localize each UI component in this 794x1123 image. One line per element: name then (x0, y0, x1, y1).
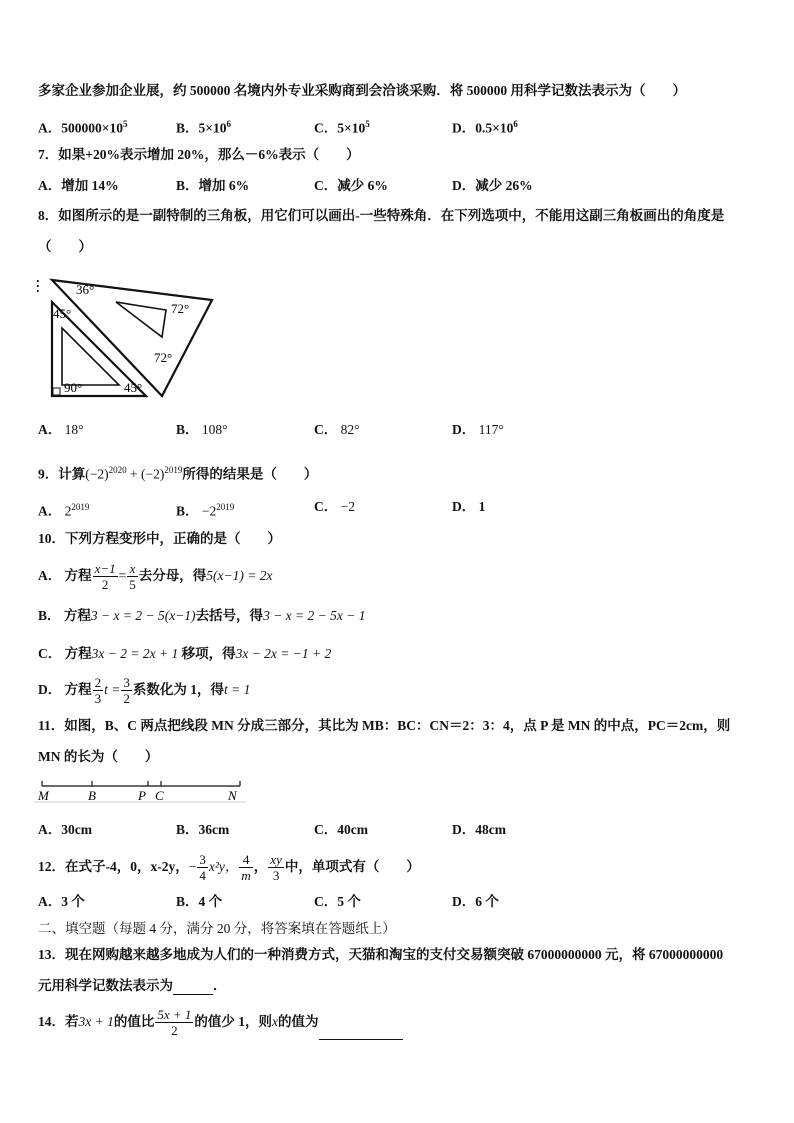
q9-option-d: D． 1 (452, 499, 486, 514)
angle-label-45-left: 45° (53, 306, 72, 321)
q8-stem-cont: （ ） (38, 239, 92, 254)
q8-stem: 8．如图所示的是一副特制的三角板，用它们可以画出-一些特殊角．在下列选项中，不能用这副三角板画出的角度是 (38, 208, 725, 223)
q9-option-b: B． $-2^{2019}$ (176, 502, 235, 519)
q11-option-b: B．36cm (176, 822, 230, 837)
q7-stem: 7．如果+20%表示增加 20%，那么－6%表示（ ） (38, 147, 360, 162)
q11-option-d: D．48cm (452, 822, 506, 837)
angle-label-45-bottom: 45° (124, 380, 143, 395)
q13-answer-blank[interactable] (173, 994, 213, 995)
q6-option-d: D．$0.5\times 10^6$ (452, 119, 518, 136)
q14-stem: 14．若3x + 1的值比 $\frac{5x + 1}{2}$ 的值少 1，则x的值为 (38, 1004, 403, 1040)
q13-line1: 13．现在网购越来越多地成为人们的一种消费方式，天猫和淘宝的支付交易额突破 67000000000 元，将 67000000000 (38, 947, 724, 962)
angle-label-72-bottom: 72° (154, 350, 173, 365)
point-label-p: P (138, 788, 146, 803)
q12-option-c: C．5 个 (314, 894, 361, 909)
point-label-b: B (88, 788, 96, 803)
q9-option-a: A． $2^{2019}$ (38, 502, 90, 519)
q8-option-c: C． 82° (314, 422, 360, 437)
q6-option-c: C．$5\times 10^5$ (314, 119, 370, 136)
q12-option-d: D．6 个 (452, 894, 499, 909)
triangle-rulers-figure (34, 272, 214, 400)
q11-stem-cont: MN 的长为（ ） (38, 749, 159, 764)
segment-mn-figure (34, 778, 246, 806)
q10-option-a: A． 方程 $\frac{x-1}{2}$ = $\frac{x}{5}$ 去分母，得5(x−1) = 2x (38, 561, 273, 593)
q6-option-a: A．$500000\times 10^5$ (38, 119, 128, 136)
q7-option-d: D．减少 26% (452, 178, 533, 193)
q12-stem: 12．在式子-4，0，x-2y，− $\frac{3}{4}$ x²y， $\frac{4}{m}$ ， $\frac{xy}{3}$ 中，单项式有（ ） (38, 852, 420, 884)
q11-option-a: A．30cm (38, 822, 92, 837)
q13-line2: 元用科学记数法表示为 ． (38, 978, 227, 993)
q10-option-d: D． 方程 $\frac{2}{3}$ t = $\frac{3}{2}$ 系数化为 1，得t = 1 (38, 675, 251, 707)
q10-stem: 10．下列方程变形中，正确的是（ ） (38, 531, 281, 546)
q14-answer-blank[interactable] (319, 1017, 403, 1040)
point-label-n: N (228, 788, 237, 803)
q10-option-b: B． 方程3 − x = 2 − 5(x−1)去括号，得3 − x = 2 − 5x − 1 (38, 608, 366, 623)
angle-label-72-top: 72° (171, 301, 190, 316)
q11-option-c: C．40cm (314, 822, 368, 837)
q6-stem: 多家企业参加企业展，约 500000 名境内外专业采购商到会洽谈采购．将 500000 用科学记数法表示为（ ） (38, 83, 686, 98)
q11-stem: 11．如图，B、C 两点把线段 MN 分成三部分，其比为 MB：BC：CN＝2：3：4，点 P 是 MN 的中点，PC＝2cm，则 (38, 718, 731, 733)
q9-option-c: C． −2 (314, 499, 355, 514)
q7-option-a: A．增加 14% (38, 178, 119, 193)
point-label-m: M (38, 788, 49, 803)
q7-option-c: C．减少 6% (314, 178, 388, 193)
q9-stem: 9．计算$(-2)^{2020} + (-2)^{2019}$所得的结果是（ ） (38, 465, 318, 482)
q6-option-b: B．$5\times 10^6$ (176, 119, 231, 136)
q12-option-b: B．4 个 (176, 894, 223, 909)
q7-option-b: B．增加 6% (176, 178, 250, 193)
q10-option-c: C． 方程3x − 2 = 2x + 1 移项，得3x − 2x = −1 + 2 (38, 646, 332, 661)
section-heading-fill-blank: 二、填空题（每题 4 分，满分 20 分，将答案填在答题纸上） (38, 921, 396, 936)
q12-option-a: A．3 个 (38, 894, 85, 909)
angle-label-36: 36° (76, 282, 95, 297)
point-label-c: C (155, 788, 164, 803)
q8-option-a: A． 18° (38, 422, 84, 437)
angle-label-90: 90° (64, 380, 83, 395)
q8-option-d: D． 117° (452, 422, 504, 437)
q8-option-b: B． 108° (176, 422, 228, 437)
